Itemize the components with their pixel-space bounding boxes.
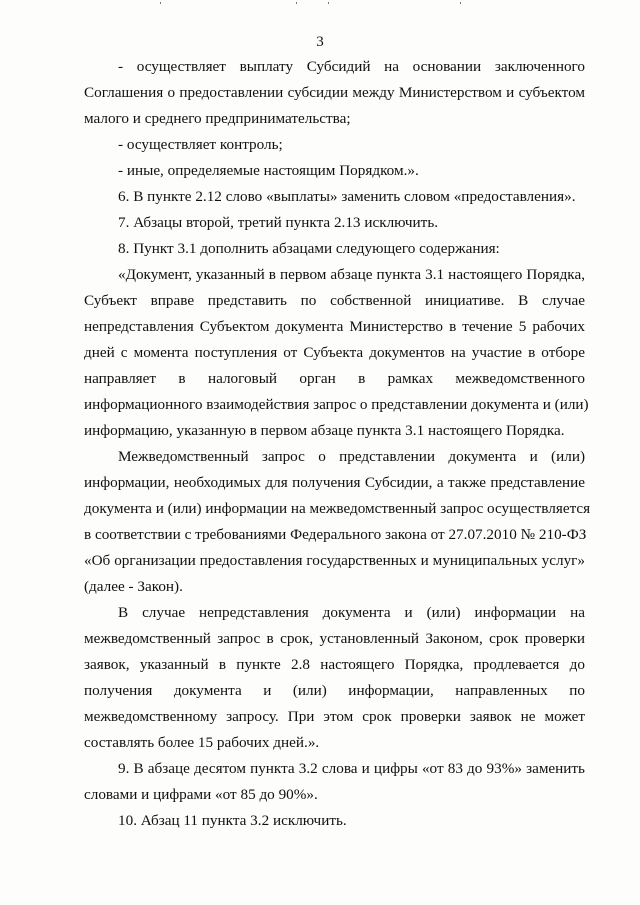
text-line: - осуществляет контроль; (118, 136, 283, 153)
text-line: информации, необходимых для получения Субсидии, а также представление (84, 474, 585, 491)
scan-speck (328, 2, 329, 4)
text-line: малого и среднего предпринимательства; (84, 110, 351, 127)
text-line: «Документ, указанный в первом абзаце пункта 3.1 настоящего Порядка, (118, 266, 585, 283)
text-line: в соответствии с требованиями Федерального закона от 27.07.2010 № 210-ФЗ (84, 526, 587, 543)
scan-speck (160, 2, 161, 4)
text-line: словами и цифрами «от 85 до 90%». (84, 786, 318, 803)
scan-speck (460, 2, 461, 4)
text-line: информационного взаимодействия запрос о представлении документа и (или) (84, 396, 589, 413)
text-line: «Об организации предоставления государственных и муниципальных услуг» (84, 552, 585, 569)
text-line: Субъект вправе представить по собственной инициативе. В случае (84, 292, 585, 309)
text-line: дней с момента поступления от Субъекта документов на участие в отборе (84, 344, 585, 361)
text-line: непредставления Субъектом документа Министерство в течение 5 рабочих (84, 318, 585, 335)
text-line: 10. Абзац 11 пункта 3.2 исключить. (118, 812, 347, 829)
text-line: Соглашения о предоставлении субсидии между Министерством и субъектом (84, 84, 585, 101)
scan-speck (296, 2, 297, 4)
text-line: информацию, указанную в первом абзаце пункта 3.1 настоящего Порядка. (84, 422, 565, 439)
text-line: - осуществляет выплату Субсидий на основании заключенного (118, 58, 585, 75)
text-line: В случае непредставления документа и (или) информации на (118, 604, 585, 621)
text-line: документа и (или) информации на межведомственный запрос осуществляется (84, 500, 591, 517)
text-line: - иные, определяемые настоящим Порядком.». (118, 162, 419, 179)
text-line: 9. В абзаце десятом пункта 3.2 слова и цифры «от 83 до 93%» заменить (118, 760, 585, 777)
text-line: получения документа и (или) информации, направленных по (84, 682, 585, 699)
text-line: 7. Абзацы второй, третий пункта 2.13 исключить. (118, 214, 439, 231)
text-line: заявок, указанный в пункте 2.8 настоящего Порядка, продлевается до (84, 656, 585, 673)
page-number: 3 (316, 34, 324, 50)
text-line: составлять более 15 рабочих дней.». (84, 734, 320, 751)
text-line: направляет в налоговый орган в рамках межведомственного (84, 370, 585, 387)
text-line: (далее - Закон). (84, 578, 183, 595)
text-line: 8. Пункт 3.1 дополнить абзацами следующего содержания: (118, 240, 500, 257)
text-line: межведомственный запрос в срок, установленный Законом, срок проверки (84, 630, 585, 647)
text-line: 6. В пункте 2.12 слово «выплаты» заменить словом «предоставления». (118, 188, 576, 205)
text-line: Межведомственный запрос о представлении документа и (или) (118, 448, 585, 465)
text-line: межведомственному запросу. При этом срок проверки заявок не может (84, 708, 585, 725)
